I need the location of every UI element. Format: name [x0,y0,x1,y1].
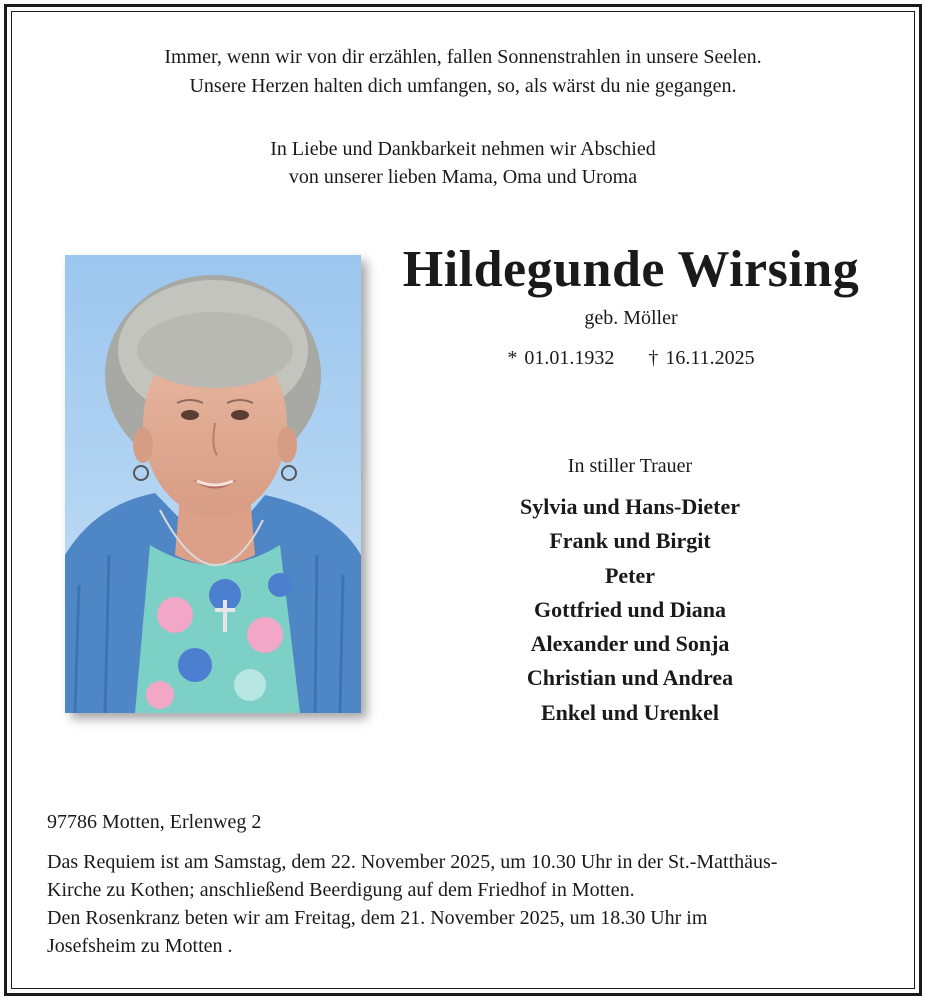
birth-date: * 01.01.1932 [507,347,615,369]
farewell-line-1: In Liebe und Dankbarkeit nehmen wir Abschied [270,138,656,160]
verse [0,43,926,101]
maiden-name: geb. Möller [584,307,678,329]
verse-line-2: Unsere Herzen halten dich umfangen, so, als wärst du nie gegangen. [189,75,737,97]
requiem-info [47,848,887,960]
mourner-item: Gottfried und Diana [534,596,726,622]
mourner-item: Christian und Andrea [526,665,734,691]
requiem-line-1: Das Requiem ist am Samstag, dem 22. November 2025, um 10.30 Uhr in der St.-Matthäus- [47,851,778,873]
deceased-name: Hildegunde Wirsing [402,241,860,298]
verse-line-1: Immer, wenn wir von dir erzählen, fallen Sonnenstrahlen in unsere Seelen. [164,46,762,68]
portrait-photo [65,255,361,713]
mourning-label: In stiller Trauer [567,455,693,477]
farewell-text [0,135,926,191]
death-date: † 16.11.2025 [648,347,755,369]
mourner-item: Alexander und Sonja [530,631,730,657]
address: 97786 Motten, Erlenweg 2 [47,811,262,833]
rosary-line-1: Den Rosenkranz beten wir am Freitag, dem 21. November 2025, um 18.30 Uhr im [47,907,708,929]
mourner-item: Frank und Birgit [549,528,711,554]
rosary-line-2: Josefsheim zu Motten . [47,935,233,957]
farewell-line-2: von unserer lieben Mama, Oma und Uroma [288,166,638,188]
life-dates [400,347,862,370]
mourner-item: Sylvia und Hans-Dieter [519,494,741,519]
mourner-item: Enkel und Urenkel [540,699,720,725]
requiem-line-2: Kirche zu Kothen; anschließend Beerdigung auf dem Friedhof in Motten. [47,879,635,901]
mourners-list [400,490,860,730]
mourner-item: Peter [604,562,656,588]
